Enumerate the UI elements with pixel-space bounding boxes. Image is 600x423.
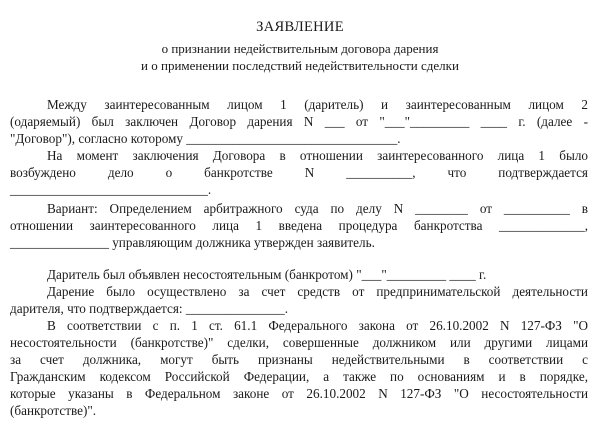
paragraph-line: Гражданским кодексом Российской Федерации, а также по основаниям и в порядке, — [10, 369, 588, 384]
paragraph-line: _______________ управляющим должника утвержден заявитель. — [10, 235, 375, 250]
paragraph-line: "Договор"), согласно которому ________________________________. — [10, 131, 401, 146]
paragraph-line: (банкротстве)". — [10, 403, 97, 418]
paragraph-line: На момент заключения Договора в отношении заинтересованного лица 1 было — [47, 148, 588, 163]
paragraph-line: В соответствии с п. 1 ст. 61.1 Федерального закона от 26.10.2002 N 127-ФЗ "О — [47, 318, 588, 333]
paragraph-line: Между заинтересованным лицом 1 (даритель) и заинтересованным лицом 2 — [47, 97, 588, 112]
paragraph-line: (одаряемый) был заключен Договор дарения N ___ от "___"_________ ____ г. (далее - — [10, 114, 588, 129]
paragraph-line: ______________________________. — [10, 182, 212, 197]
document-title: ЗАЯВЛЕНИЕ — [256, 19, 344, 35]
document-subtitle-line-1: о признании недействительным договора дарения — [161, 41, 439, 56]
paragraph-line: возбуждено дело о банкротстве N __________, что подтверждается — [10, 165, 588, 180]
paragraph-line: Дарение было осуществлено за счет средств от предпринимательской деятельности — [47, 284, 588, 299]
paragraph-line: несостоятельности (банкротстве)" сделки, совершенные должником или другими лицами — [10, 335, 588, 350]
paragraph-line: отношении заинтересованного лица 1 введена процедура банкротства _____________, — [10, 218, 588, 233]
document-subtitle-line-2: и о применении последствий недействительности сделки — [141, 58, 459, 73]
paragraph-line: дарителя, что подтверждается: _______________. — [10, 301, 289, 316]
paragraph-line: Даритель был объявлен несостоятельным (банкротом) "___"_________ ____ г. — [47, 267, 487, 282]
paragraph-line: за счет должника, могут быть признаны недействительными в соответствии с — [10, 352, 588, 367]
paragraph-line: которые указаны в Федеральном законе от 26.10.2002 N 127-ФЗ "О несостоятельности — [10, 386, 588, 401]
paragraph-line: Вариант: Определением арбитражного суда по делу N ________ от __________ в — [47, 201, 588, 216]
